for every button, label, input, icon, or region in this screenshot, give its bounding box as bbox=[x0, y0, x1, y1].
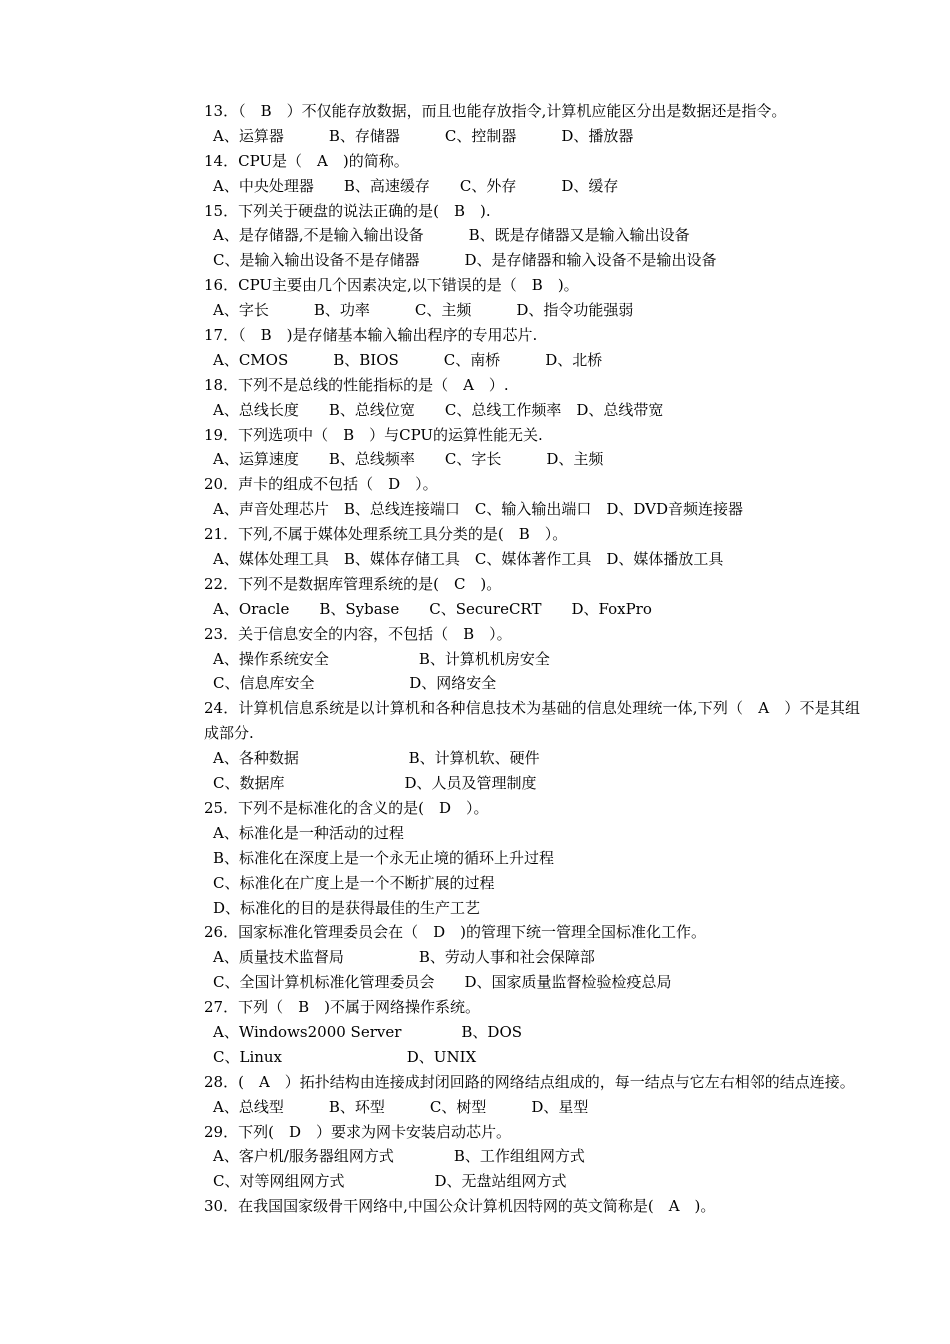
answer-options: A、媒体处理工具 B、媒体存储工具 C、媒体著作工具 D、媒体播放工具 bbox=[213, 550, 724, 569]
answer-options: C、信息库安全 D、网络安全 bbox=[213, 674, 497, 693]
question-text: 30．在我国国家级骨干网络中,中国公众计算机因特网的英文简称是( A )。 bbox=[204, 1197, 716, 1216]
answer-options: A、操作系统安全 B、计算机机房安全 bbox=[213, 649, 550, 668]
answer-options: A、运算速度 B、总线频率 C、字长 D、主频 bbox=[213, 450, 604, 469]
question-text: 15．下列关于硬盘的说法正确的是( B ). bbox=[204, 201, 491, 220]
answer-options: A、中央处理器 B、高速缓存 C、外存 D、缓存 bbox=[213, 176, 619, 195]
answer-options: A、客户机/服务器组网方式 B、工作组组网方式 bbox=[213, 1147, 585, 1166]
answer-options: A、是存储器,不是输入输出设备 B、既是存储器又是输入输出设备 bbox=[213, 226, 690, 245]
question-text: 25．下列不是标准化的含义的是( D ）。 bbox=[204, 798, 489, 817]
question-text: 20．声卡的组成不包括（ D ）。 bbox=[204, 475, 438, 494]
answer-options: B、标准化在深度上是一个永无止境的循环上升过程 bbox=[213, 848, 555, 867]
question-text: 13．（ B ）不仅能存放数据，而且也能存放指令,计算机应能区分出是数据还是指令。 bbox=[204, 102, 787, 120]
answer-options: A、总线长度 B、总线位宽 C、总线工作频率 D、总线带宽 bbox=[213, 400, 664, 419]
question-text: 29．下列( D ）要求为网卡安装启动芯片。 bbox=[204, 1122, 511, 1141]
question-text: 27．下列（ B )不属于网络操作系统。 bbox=[204, 998, 480, 1017]
answer-options: A、标准化是一种活动的过程 bbox=[213, 823, 404, 842]
answer-options: A、运算器 B、存储器 C、控制器 D、播放器 bbox=[213, 126, 634, 145]
answer-options: A、Windows2000 Server B、DOS bbox=[213, 1022, 523, 1041]
question-text: 21．下列,不属于媒体处理系统工具分类的是( B ）。 bbox=[204, 525, 568, 544]
answer-options: C、数据库 D、人员及管理制度 bbox=[213, 774, 537, 793]
answer-options: C、是输入输出设备不是存储器 D、是存储器和输入设备不是输出设备 bbox=[213, 251, 717, 270]
answer-options: C、全国计算机标准化管理委员会 D、国家质量监督检验检疫总局 bbox=[213, 973, 672, 992]
answer-options: A、Oracle B、Sybase C、SecureCRT D、FoxPro bbox=[213, 599, 652, 618]
question-text: 22．下列不是数据库管理系统的是( C )。 bbox=[204, 574, 502, 593]
question-text: 17．（ B )是存储基本输入输出程序的专用芯片. bbox=[204, 326, 538, 345]
answer-options: A、CMOS B、BIOS C、南桥 D、北桥 bbox=[213, 350, 603, 369]
answer-options: D、标准化的目的是获得最佳的生产工艺 bbox=[213, 898, 481, 917]
answer-options: C、对等网组网方式 D、无盘站组网方式 bbox=[213, 1172, 567, 1191]
answer-options: A、声音处理芯片 B、总线连接端口 C、输入输出端口 D、DVD音频连接器 bbox=[213, 500, 743, 519]
answer-options: C、标准化在广度上是一个不断扩展的过程 bbox=[213, 873, 495, 892]
question-text: 24．计算机信息系统是以计算机和各种信息技术为基础的信息处理统一体,下列（ A ）不是其组成部分. bbox=[204, 699, 860, 743]
answer-options: A、字长 B、功率 C、主频 D、指令功能强弱 bbox=[213, 301, 634, 320]
answer-options: A、总线型 B、环型 C、树型 D、星型 bbox=[213, 1097, 589, 1116]
answer-options: C、Linux D、UNIX bbox=[213, 1047, 477, 1066]
question-text: 16．CPU主要由几个因素决定,以下错误的是（ B )。 bbox=[204, 276, 579, 295]
question-text: 28．( A ）拓扑结构由连接成封闭回路的网络结点组成的，每一结点与它左右相邻的结点连接。 bbox=[204, 1072, 855, 1091]
question-text: 26．国家标准化管理委员会在（ D )的管理下统一管理全国标准化工作。 bbox=[204, 923, 706, 942]
answer-options: A、质量技术监督局 B、劳动人事和社会保障部 bbox=[213, 948, 595, 967]
question-text: 14．CPU是（ A )的简称。 bbox=[204, 151, 409, 170]
answer-options: A、各种数据 B、计算机软、硬件 bbox=[213, 749, 540, 768]
question-text: 18．下列不是总线的性能指标的是（ A ）. bbox=[204, 375, 509, 394]
question-text: 19．下列选项中（ B ）与CPU的运算性能无关. bbox=[204, 425, 543, 444]
question-text: 23．关于信息安全的内容，不包括（ B ）。 bbox=[204, 624, 512, 643]
question-list bbox=[204, 99, 860, 1219]
